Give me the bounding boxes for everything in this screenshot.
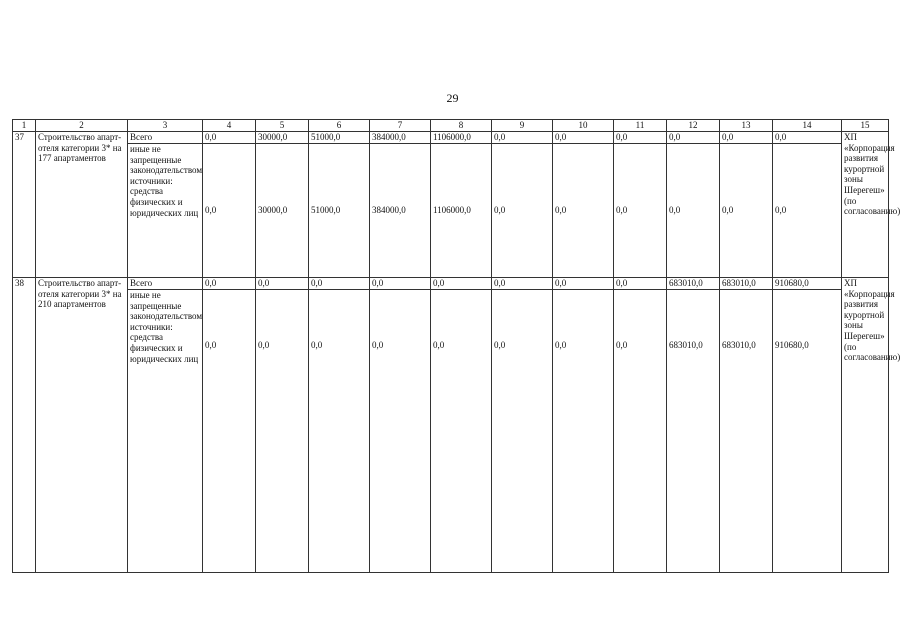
column-header: 10 <box>553 120 614 132</box>
row-number: 38 <box>13 278 36 573</box>
value-cell: 683010,0 <box>720 290 773 573</box>
table-row-total <box>13 132 889 144</box>
source-label: иные не запрещенные законодательством источники: средства физических и юридических лиц <box>128 144 203 278</box>
value-cell: 0,0 <box>553 278 614 290</box>
column-header: 6 <box>309 120 370 132</box>
source-label: иные не запрещенные законодательством источники: средства физических и юридических лиц <box>128 290 203 573</box>
column-header: 4 <box>203 120 256 132</box>
value-cell: 0,0 <box>614 290 667 573</box>
value-cell: 1106000,0 <box>431 132 492 144</box>
column-header: 5 <box>256 120 309 132</box>
value-cell: 0,0 <box>203 144 256 278</box>
value-cell: 0,0 <box>370 278 431 290</box>
value-cell: 0,0 <box>614 278 667 290</box>
column-header: 14 <box>773 120 842 132</box>
value-cell: 683010,0 <box>720 278 773 290</box>
total-label: Всего <box>128 278 203 290</box>
value-cell: 0,0 <box>492 278 553 290</box>
value-cell: 910680,0 <box>773 278 842 290</box>
column-header: 2 <box>36 120 128 132</box>
table-row-source <box>13 144 889 278</box>
value-cell: 0,0 <box>773 144 842 278</box>
executor: ХП «Корпорация развития курортной зоны Шерегеш» (по согласованию) <box>842 132 889 278</box>
value-cell: 0,0 <box>553 132 614 144</box>
value-cell: 51000,0 <box>309 132 370 144</box>
column-header: 9 <box>492 120 553 132</box>
value-cell: 0,0 <box>256 278 309 290</box>
value-cell: 0,0 <box>256 290 309 573</box>
header-row <box>13 120 889 132</box>
value-cell: 30000,0 <box>256 144 309 278</box>
value-cell: 384000,0 <box>370 144 431 278</box>
project-name: Строительство апарт-отеля категории 3* на 177 апартаментов <box>36 132 128 278</box>
value-cell: 0,0 <box>309 290 370 573</box>
column-header: 3 <box>128 120 203 132</box>
value-cell: 0,0 <box>614 132 667 144</box>
value-cell: 1106000,0 <box>431 144 492 278</box>
value-cell: 0,0 <box>667 144 720 278</box>
column-header: 11 <box>614 120 667 132</box>
value-cell: 0,0 <box>431 278 492 290</box>
value-cell: 384000,0 <box>370 132 431 144</box>
column-header: 13 <box>720 120 773 132</box>
value-cell: 0,0 <box>553 290 614 573</box>
column-header: 1 <box>13 120 36 132</box>
value-cell: 0,0 <box>492 132 553 144</box>
value-cell: 0,0 <box>720 144 773 278</box>
value-cell: 51000,0 <box>309 144 370 278</box>
value-cell: 0,0 <box>667 132 720 144</box>
value-cell: 0,0 <box>720 132 773 144</box>
value-cell: 0,0 <box>492 144 553 278</box>
value-cell: 0,0 <box>203 290 256 573</box>
column-header: 7 <box>370 120 431 132</box>
value-cell: 0,0 <box>773 132 842 144</box>
column-header: 12 <box>667 120 720 132</box>
value-cell: 683010,0 <box>667 290 720 573</box>
value-cell: 0,0 <box>553 144 614 278</box>
column-header: 15 <box>842 120 889 132</box>
value-cell: 0,0 <box>614 144 667 278</box>
value-cell: 0,0 <box>203 132 256 144</box>
row-number: 37 <box>13 132 36 278</box>
column-header: 8 <box>431 120 492 132</box>
value-cell: 0,0 <box>431 290 492 573</box>
executor: ХП «Корпорация развития курортной зоны Шерегеш» (по согласованию) <box>842 278 889 573</box>
value-cell: 683010,0 <box>667 278 720 290</box>
table-row-total <box>13 278 889 290</box>
value-cell: 0,0 <box>370 290 431 573</box>
total-label: Всего <box>128 132 203 144</box>
budget-table <box>12 119 901 573</box>
value-cell: 0,0 <box>309 278 370 290</box>
value-cell: 0,0 <box>492 290 553 573</box>
value-cell: 910680,0 <box>773 290 842 573</box>
value-cell: 0,0 <box>203 278 256 290</box>
value-cell: 30000,0 <box>256 132 309 144</box>
page-number: 29 <box>446 91 459 105</box>
table-row-source <box>13 290 889 573</box>
project-name: Строительство апарт-отеля категории 3* на 210 апартаментов <box>36 278 128 573</box>
